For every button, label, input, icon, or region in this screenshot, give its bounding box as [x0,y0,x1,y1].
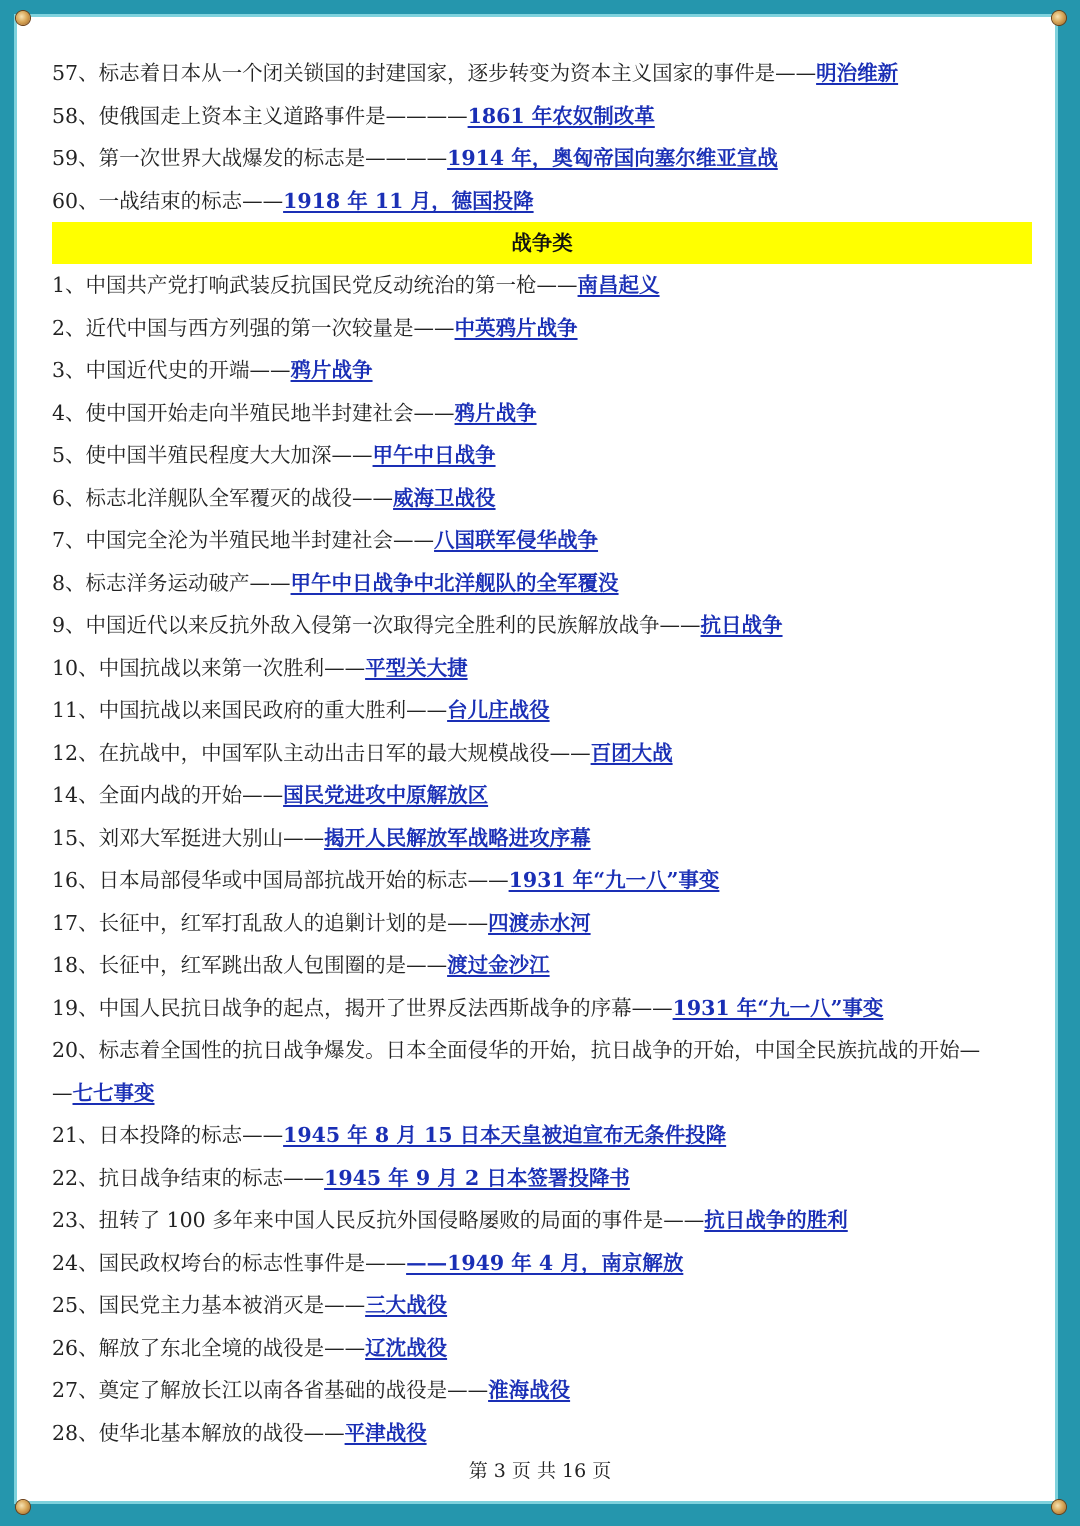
list-item [52,1327,1032,1370]
answer-text: 1945 年 9 月 2 日本签署投降书 [324,1165,630,1190]
answer-text: 七七事变 [72,1080,155,1105]
list-item [52,944,1032,987]
answer-text: 明治维新 [816,61,899,85]
list-item [52,817,1032,860]
war-list [52,264,1032,1454]
answer-text: 1861 年农奴制改革 [467,103,655,128]
answer-text: 抗日战争 [700,613,783,637]
answer-text: 甲午中日战争 [372,443,496,467]
list-item [52,1029,1032,1072]
question-text: 6、标志北洋舰队全军覆灭的战役—— [52,485,394,510]
question-text: 19、中国人民抗日战争的起点，揭开了世界反法西斯战争的序幕—— [52,995,673,1020]
list-item [52,689,1032,732]
list-item [52,1412,1032,1455]
list-item [52,180,1032,223]
question-text: 7、中国完全沦为半殖民地半封建社会—— [52,528,435,552]
answer-text: ——1949 年 4 月，南京解放 [406,1250,684,1275]
answer-text: 三大战役 [365,1293,448,1317]
answer-text: 1914 年，奥匈帝国向塞尔维亚宣战 [447,146,778,170]
answer-text: 抗日战争的胜利 [704,1208,848,1232]
answer-text: 鸦片战争 [290,358,373,382]
question-text: 10、中国抗战以来第一次胜利—— [52,655,366,680]
list-item [52,732,1032,775]
list-item [52,1242,1032,1285]
list-item [52,392,1032,435]
answer-text: 平津战役 [344,1420,427,1445]
list-item [52,137,1032,180]
corner-ornament-icon [16,1500,30,1514]
document-body [52,52,1032,1454]
list-item [52,859,1032,902]
question-text: 16、日本局部侵华或中国局部抗战开始的标志—— [52,868,509,892]
list-item [52,95,1032,138]
question-text: 57、标志着日本从一个闭关锁国的封建国家，逐步转变为资本主义国家的事件是—— [52,61,817,85]
question-text: 60、一战结束的标志—— [52,188,284,213]
question-text: 2、近代中国与西方列强的第一次较量是—— [52,315,455,340]
question-text: 1、中国共产党打响武装反抗国民党反动统治的第一枪—— [52,273,578,297]
answer-text: 1931 年“九一八”事变 [672,995,884,1020]
question-text: — [52,1080,73,1105]
list-item [52,647,1032,690]
answer-text: 百团大战 [590,740,673,765]
corner-ornament-icon [16,11,30,25]
list-item [52,307,1032,350]
answer-text: 1931 年“九一八”事变 [508,868,720,892]
question-text: 21、日本投降的标志—— [52,1123,284,1147]
answer-text: 八国联军侵华战争 [434,528,599,552]
answer-text: 南昌起义 [577,273,660,297]
question-text: 23、扭转了 100 多年来中国人民反抗外国侵略屡败的局面的事件是—— [52,1208,705,1232]
list-item [52,519,1032,562]
list-item [52,987,1032,1030]
list-item [52,1369,1032,1412]
section-title: 战争类 [52,222,1032,264]
page-number: 第 3 页 共 16 页 [468,1460,612,1482]
question-text: 9、中国近代以来反抗外敌入侵第一次取得完全胜利的民族解放战争—— [52,613,701,637]
question-text: 17、长征中，红军打乱敌人的追剿计划的是—— [52,910,489,935]
answer-text: 中英鸦片战争 [454,315,578,340]
question-text: 20、标志着全国性的抗日战争爆发。日本全面侵华的开始，抗日战争的开始，中国全民族抗战的开始— [52,1038,981,1062]
list-item [52,349,1032,392]
answer-text: 甲午中日战争中北洋舰队的全军覆没 [290,570,619,595]
question-text: 3、中国近代史的开端—— [52,358,291,382]
answer-text: 1945 年 8 月 15 日本天皇被迫宣布无条件投降 [283,1123,727,1147]
answer-text: 平型关大捷 [365,655,468,680]
question-text: 22、抗日战争结束的标志—— [52,1165,325,1190]
list-item [52,604,1032,647]
question-text: 18、长征中，红军跳出敌人包围圈的是—— [52,953,448,977]
answer-text: 揭开人民解放军战略进攻序幕 [324,825,591,850]
list-item [52,562,1032,605]
question-text: 11、中国抗战以来国民政府的重大胜利—— [52,698,448,722]
list-item [52,264,1032,307]
list-item [52,1284,1032,1327]
answer-text: 台儿庄战役 [447,698,550,722]
question-text: 25、国民党主力基本被消灭是—— [52,1293,366,1317]
question-text: 24、国民政权垮台的标志性事件是—— [52,1250,407,1275]
answer-text: 威海卫战役 [393,485,496,510]
answer-text: 1918 年 11 月，德国投降 [283,188,534,213]
list-item [52,1199,1032,1242]
corner-ornament-icon [1052,1500,1066,1514]
answer-text: 渡过金沙江 [447,953,550,977]
list-item [52,52,1032,95]
question-text: 15、刘邓大军挺进大别山—— [52,825,325,850]
question-text: 5、使中国半殖民程度大大加深—— [52,443,373,467]
answer-text: 四渡赤水河 [488,910,591,935]
question-text: 26、解放了东北全境的战役是—— [52,1335,366,1360]
list-item [52,1157,1032,1200]
event-list [52,52,1032,222]
question-text: 12、在抗战中，中国军队主动出击日军的最大规模战役—— [52,740,591,765]
question-text: 59、第一次世界大战爆发的标志是———— [52,146,448,170]
answer-text: 淮海战役 [488,1378,571,1402]
question-text: 28、使华北基本解放的战役—— [52,1420,345,1445]
question-text: 8、标志洋务运动破产—— [52,570,291,595]
answer-text: 辽沈战役 [365,1335,448,1360]
list-item [52,902,1032,945]
list-item [52,1114,1032,1157]
answer-text: 国民党进攻中原解放区 [283,783,489,807]
corner-ornament-icon [1052,11,1066,25]
question-text: 58、使俄国走上资本主义道路事件是———— [52,103,468,128]
question-text: 27、奠定了解放长江以南各省基础的战役是—— [52,1378,489,1402]
list-item [52,477,1032,520]
question-text: 14、全面内战的开始—— [52,783,284,807]
question-text: 4、使中国开始走向半殖民地半封建社会—— [52,400,455,425]
list-item [52,434,1032,477]
list-item [52,774,1032,817]
list-item [52,1072,1032,1115]
answer-text: 鸦片战争 [454,400,537,425]
